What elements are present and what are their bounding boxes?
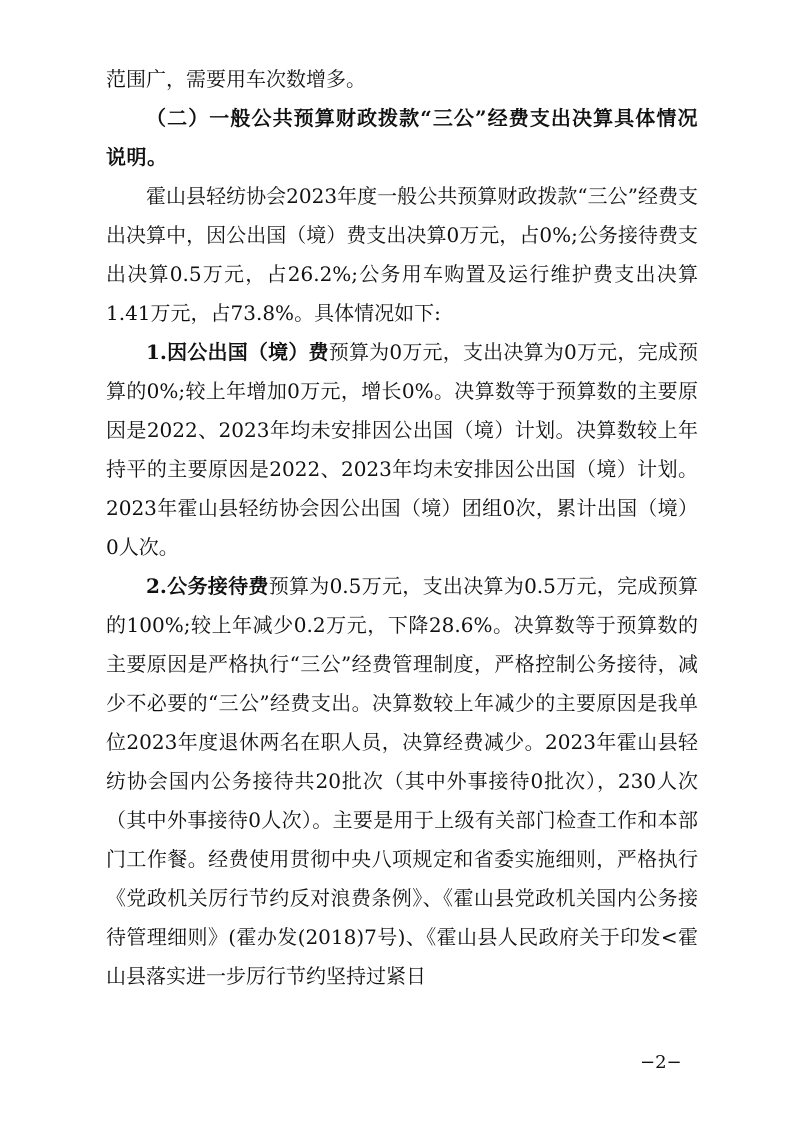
summary-paragraph: 霍山县轻纺协会2023年度一般公共预算财政拨款“三公”经费支出决算中，因公出国（境）费支出决算0万元，占0%;公务接待费支出决算0.5万元，占26.2%;公务用车购置及运行维护费支出决算1.41万元，占73.8%。具体情况如下: bbox=[106, 184, 698, 325]
page-number: −2− bbox=[640, 1052, 682, 1073]
item1-lead: 1.因公出国（境）费 bbox=[146, 340, 329, 364]
document-body bbox=[106, 60, 698, 996]
item2-lead: 2.公务接待费 bbox=[146, 574, 269, 598]
item2-paragraph bbox=[106, 567, 698, 996]
section-heading: （二）一般公共预算财政拨款“三公”经费支出决算具体情况说明。 bbox=[106, 106, 698, 169]
item2-body: 预算为0.5万元，支出决算为0.5万元，完成预算的100%;较上年减少0.2万元，下降28.6%。决算数等于预算数的主要原因是严格执行“三公”经费管理制度，严格控制公务接待，减少不必要的“三公”经费支出。决算数较上年减少的主要原因是我单位2023年度退休两名在职人员，决算经费减少。2023年霍山县轻纺协会国内公务接待共20批次（其中外事接待0批次），230人次（其中外事接待0人次）。主要是用于上级有关部门检查工作和本部门工作餐。经费使用贯彻中央八项规定和省委实施细则，严格执行《党政机关厉行节约反对浪费条例》、《霍山县党政机关国内公务接待管理细则》(霍办发(2018)7号)、《霍山县人民政府关于印发<霍山县落实进一步厉行节约坚持过紧日 bbox=[106, 574, 698, 988]
item1-paragraph bbox=[106, 333, 698, 567]
continuation-paragraph: 范围广，需要用车次数增多。 bbox=[106, 67, 366, 91]
item1-body: 预算为0万元，支出决算为0万元，完成预算的0%;较上年增加0万元，增长0%。决算数等于预算数的主要原因是2022、2023年均未安排因公出国（境）计划。决算数较上年持平的主要原因是2022、2023年均未安排因公出国（境）计划。2023年霍山县轻纺协会因公出国（境）团组0次，累计出国（境）0人次。 bbox=[106, 340, 698, 559]
